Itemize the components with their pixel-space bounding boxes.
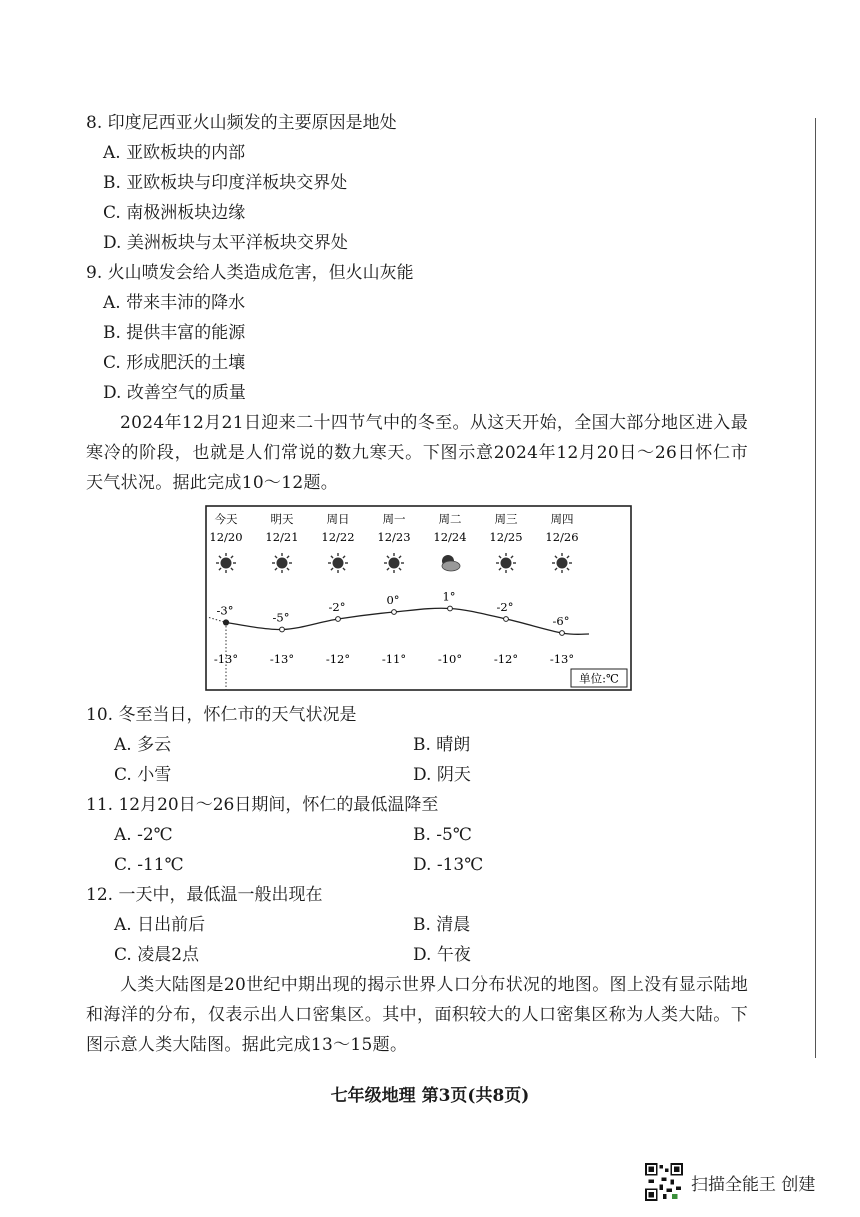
q8-stem: 8. 印度尼西亚火山频发的主要原因是地处 xyxy=(86,113,397,133)
q11-stem: 11. 12月20日～26日期间，怀仁的最低温降至 xyxy=(86,795,439,815)
q9-option-d: D. 改善空气的质量 xyxy=(103,383,246,403)
day-date: 12/20 xyxy=(209,530,243,544)
q11-option-d: D. -13℃ xyxy=(413,855,484,875)
q8-option-d: D. 美洲板块与太平洋板块交界处 xyxy=(103,233,348,253)
high-temp-label: 1° xyxy=(442,589,456,604)
population-intro xyxy=(86,970,748,1060)
low-temp-label: -12° xyxy=(493,652,519,666)
weather-intro-text: 2024年12月21日迎来二十四节气中的冬至。从这天开始，全国大部分地区进入最寒冷的阶段，也就是人们常说的数九寒天。下图示意2024年12月20日～26日怀仁市天气状况。据此完成10～12题。 xyxy=(86,413,748,493)
high-temp-point xyxy=(448,606,453,611)
q9-option-b: B. 提供丰富的能源 xyxy=(103,323,246,343)
low-temp-label: -13° xyxy=(549,652,575,666)
low-temp-label: -10° xyxy=(437,652,463,666)
day-name: 周一 xyxy=(382,512,406,526)
q12-stem: 12. 一天中，最低温一般出现在 xyxy=(86,885,323,905)
high-temp-label: -5° xyxy=(272,610,290,625)
low-temp-label: -13° xyxy=(269,652,295,666)
q8-option-c: C. 南极洲板块边缘 xyxy=(103,203,246,223)
day-name: 今天 xyxy=(214,512,238,526)
sun-icon xyxy=(216,553,236,573)
weather-intro xyxy=(86,408,748,498)
q12-option-a: A. 日出前后 xyxy=(114,915,206,935)
qr-code-icon xyxy=(645,1163,683,1201)
day-name: 周四 xyxy=(550,512,574,526)
low-temp-label: -12° xyxy=(325,652,351,666)
high-temp-point xyxy=(280,627,285,632)
day-date: 12/25 xyxy=(489,530,523,544)
day-date: 12/24 xyxy=(433,530,467,544)
high-temp-point xyxy=(392,610,397,615)
day-date: 12/21 xyxy=(265,530,299,544)
high-temp-point xyxy=(560,631,565,636)
day-date: 12/26 xyxy=(545,530,579,544)
sun-icon xyxy=(328,553,348,573)
high-temp-label: -3° xyxy=(216,603,234,618)
day-name: 明天 xyxy=(270,512,294,526)
q10-option-d: D. 阴天 xyxy=(413,765,471,785)
high-temp-point xyxy=(504,617,509,622)
q10-option-b: B. 晴朗 xyxy=(413,735,471,755)
day-name: 周三 xyxy=(494,512,518,526)
unit-label: 单位:℃ xyxy=(579,671,619,686)
q12-option-b: B. 清晨 xyxy=(413,915,471,935)
sun-icon xyxy=(496,553,516,573)
high-temp-point xyxy=(223,620,228,625)
weather-chart xyxy=(205,505,632,691)
watermark-text: 扫描全能王 创建 xyxy=(691,1174,816,1195)
q9-option-c: C. 形成肥沃的土壤 xyxy=(103,353,246,373)
low-temp-label: -13° xyxy=(213,652,239,666)
sun-icon xyxy=(384,553,404,573)
high-temp-label: 0° xyxy=(386,593,400,607)
day-name: 周日 xyxy=(326,512,350,526)
q11-option-b: B. -5℃ xyxy=(413,825,472,845)
day-date: 12/22 xyxy=(321,530,355,544)
q11-option-c: C. -11℃ xyxy=(114,855,184,875)
q11-option-a: A. -2℃ xyxy=(114,825,173,845)
q12-option-d: D. 午夜 xyxy=(413,945,471,965)
sun-icon xyxy=(272,553,292,573)
q9-option-a: A. 带来丰沛的降水 xyxy=(103,293,246,313)
high-temp-point xyxy=(336,617,341,622)
low-temp-label: -11° xyxy=(381,652,407,666)
scanner-watermark xyxy=(645,1163,815,1201)
q8-option-a: A. 亚欧板块的内部 xyxy=(103,143,246,163)
q9-stem: 9. 火山喷发会给人类造成危害，但火山灰能 xyxy=(86,263,414,283)
high-temp-label: -2° xyxy=(328,600,346,614)
q10-stem: 10. 冬至当日，怀仁市的天气状况是 xyxy=(86,705,357,725)
high-temp-label: -6° xyxy=(552,614,570,628)
sun-icon xyxy=(552,553,572,573)
q10-option-c: C. 小雪 xyxy=(114,765,172,785)
q8-option-b: B. 亚欧板块与印度洋板块交界处 xyxy=(103,173,348,193)
right-margin-rule xyxy=(815,118,816,1058)
page-footer: 七年级地理 第3页(共8页) xyxy=(330,1086,530,1106)
high-temp-label: -2° xyxy=(496,600,514,614)
day-name: 周二 xyxy=(438,512,462,526)
population-intro-text: 人类大陆图是20世纪中期出现的揭示世界人口分布状况的地图。图上没有显示陆地和海洋的分布，仅表示出人口密集区。其中，面积较大的人口密集区称为人类大陆。下图示意人类大陆图。据此完成13～15题。 xyxy=(86,975,748,1055)
q12-option-c: C. 凌晨2点 xyxy=(114,945,200,965)
q10-option-a: A. 多云 xyxy=(114,735,172,755)
day-date: 12/23 xyxy=(377,530,411,544)
